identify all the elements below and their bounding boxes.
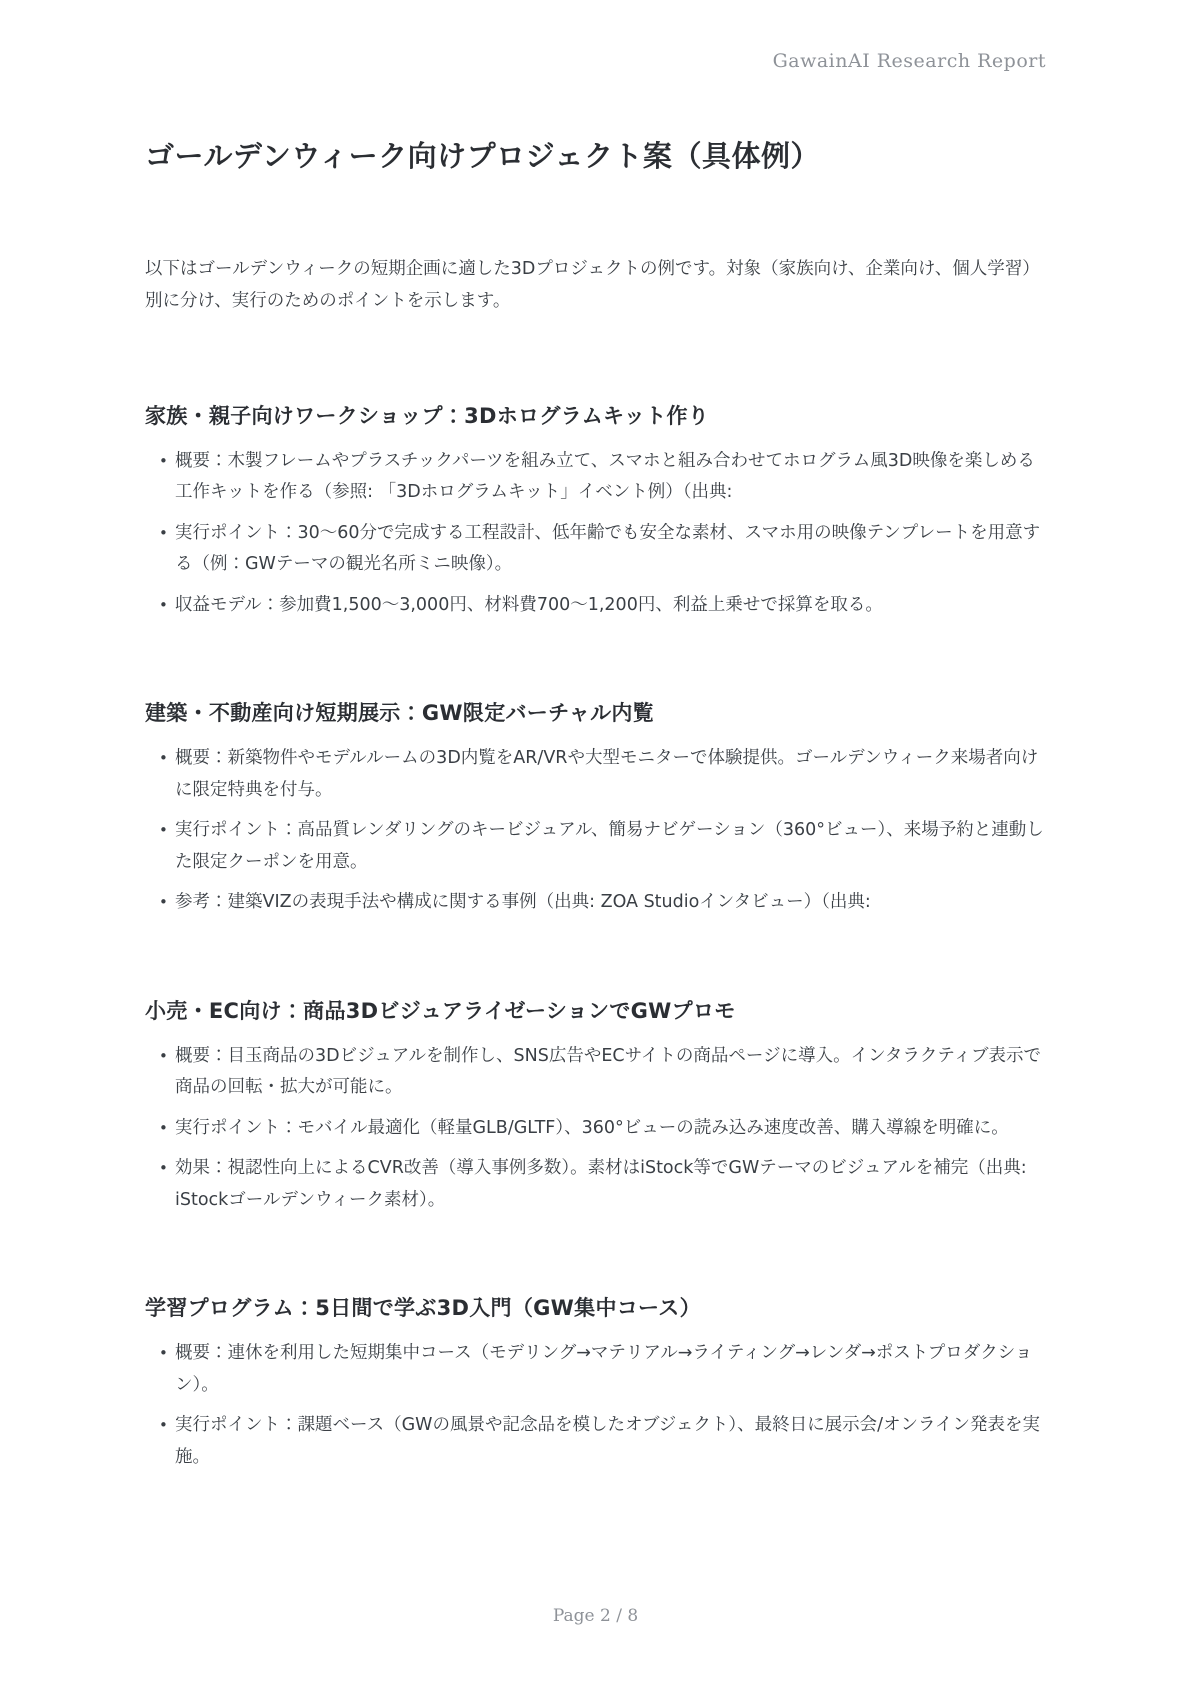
section-learning-program [145, 1292, 1046, 1473]
section-retail-ec-promo [145, 995, 1046, 1217]
bullet-text: 概要：新築物件やモデルルームの3D内覧をAR/VRや大型モニターで体験提供。ゴールデンウィーク来場者向けに限定特典を付与。 [175, 748, 1039, 800]
bullet-text: 概要：連休を利用した短期集中コース（モデリング→マテリアル→ライティング→レンダ→ポストプロダクション）。 [175, 1343, 1033, 1395]
report-header-label: GawainAI Research Report [772, 50, 1046, 72]
bullet-item [159, 1410, 1046, 1473]
section-heading: 建築・不動産向け短期展示：GW限定バーチャル内覧 [145, 701, 654, 726]
bullet-text: 実行ポイント：30〜60分で完成する工程設計、低年齢でも安全な素材、スマホ用の映像テンプレートを用意する（例：GWテーマの観光名所ミニ映像）。 [175, 522, 1041, 575]
page-title: ゴールデンウィーク向けプロジェクト案（具体例） [145, 139, 821, 173]
bullet-text: 収益モデル：参加費1,500〜3,000円、材料費700〜1,200円、利益上乗せで採算を取る。 [175, 594, 883, 615]
section-heading: 家族・親子向けワークショップ：3Dホログラムキット作り [145, 403, 710, 428]
bullet-item [159, 1153, 1046, 1216]
bullet-text: 実行ポイント：課題ベース（GWの風景や記念品を模したオブジェクト）、最終日に展示会/オンライン発表を実施。 [175, 1415, 1041, 1467]
bullet-item [159, 518, 1046, 581]
bullet-icon: • [159, 1118, 168, 1137]
section-heading: 学習プログラム：5日間で学ぶ3D入門（GW集中コース） [145, 1296, 701, 1321]
bullet-icon: • [159, 1344, 168, 1363]
page-number-footer: Page 2 / 8 [552, 1606, 639, 1626]
bullet-item [159, 743, 1046, 806]
bullet-item [159, 815, 1046, 878]
bullet-item [159, 1338, 1046, 1401]
bullet-text: 実行ポイント：モバイル最適化（軽量GLB/GLTF）、360°ビューの読み込み速度改善、購入導線を明確に。 [175, 1117, 1009, 1138]
section-realestate-exhibit [145, 697, 1046, 919]
bullet-list [145, 1338, 1046, 1473]
bullet-icon: • [159, 451, 168, 470]
bullet-icon: • [159, 749, 168, 768]
bullet-text: 概要：木製フレームやプラスチックパーツを組み立て、スマホと組み合わせてホログラム風3D映像を楽しめる工作キットを作る（参照: 「3Dホログラムキット」イベント例）（出典: [175, 450, 1035, 503]
bullet-icon: • [159, 1416, 168, 1435]
bullet-item [159, 590, 1046, 622]
bullet-list [145, 743, 1046, 919]
bullet-icon: • [159, 893, 168, 912]
bullet-icon: • [159, 523, 168, 542]
bullet-icon: • [159, 821, 168, 840]
bullet-icon: • [159, 595, 168, 614]
bullet-icon: • [159, 1159, 168, 1178]
bullet-list [145, 446, 1046, 622]
section-family-workshop [145, 400, 1046, 622]
bullet-item [159, 1113, 1046, 1145]
bullet-text: 参考：建築VIZの表現手法や構成に関する事例（出典: ZOA Studioインタビュー）（出典: [175, 892, 871, 913]
bullet-text: 実行ポイント：高品質レンダリングのキービジュアル、簡易ナビゲーション（360°ビュー）、来場予約と連動した限定クーポンを用意。 [175, 820, 1044, 872]
bullet-text: 効果：視認性向上によるCVR改善（導入事例多数）。素材はiStock等でGWテーマのビジュアルを補完（出典: iStockゴールデンウィーク素材）。 [175, 1158, 1027, 1210]
bullet-item [159, 446, 1046, 509]
bullet-item [159, 887, 1046, 919]
bullet-icon: • [159, 1046, 168, 1065]
section-heading: 小売・EC向け：商品3DビジュアライゼーションでGWプロモ [145, 998, 736, 1023]
intro-paragraph: 以下はゴールデンウィークの短期企画に適した3Dプロジェクトの例です。対象（家族向け、企業向け、個人学習）別に分け、実行のためのポイントを示します。 [145, 259, 1040, 312]
bullet-list [145, 1041, 1046, 1217]
bullet-item [159, 1041, 1046, 1104]
bullet-text: 概要：目玉商品の3Dビジュアルを制作し、SNS広告やECサイトの商品ページに導入。インタラクティブ表示で商品の回転・拡大が可能に。 [175, 1045, 1041, 1098]
